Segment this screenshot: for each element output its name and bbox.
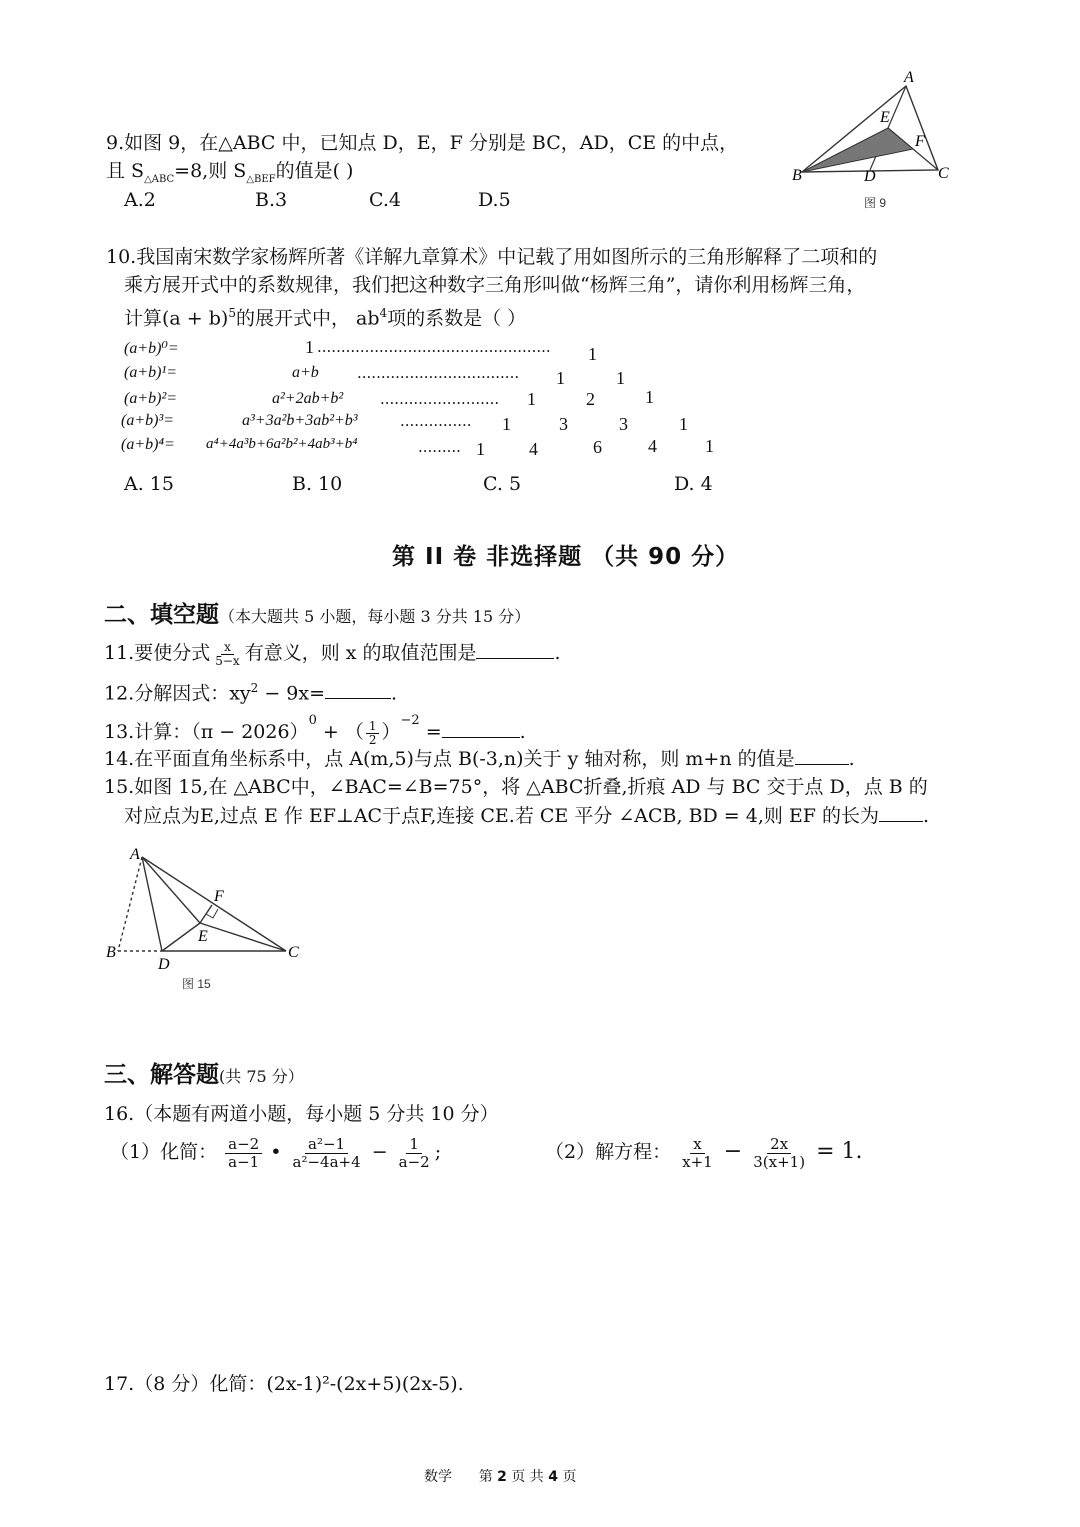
figure-15 <box>100 845 310 970</box>
row0-lhs: (a+b)⁰= <box>124 340 179 357</box>
row2-lhs: (a+b)²= <box>124 390 178 407</box>
q10-line2: 乘方展开式中的系数规律，我们把这种数字三角形叫做“杨辉三角”，请你利用杨辉三角， <box>124 274 866 296</box>
section2-heading: 二、填空题（本大题共 5 小题，每小题 3 分共 15 分） <box>104 602 531 628</box>
row1-dots: .................................. <box>357 364 520 382</box>
figure-15-caption: 图 15 <box>182 977 211 991</box>
triangle-bef <box>802 128 913 172</box>
row3-lhs: (a+b)³= <box>121 412 175 429</box>
row1-coef: 1 <box>616 368 625 388</box>
segment-ad <box>142 857 162 951</box>
q10-line1: 10.我国南宋数学家杨辉所著《详解九章算术》中记载了用如图所示的三角形解释了二项和的 <box>106 246 878 268</box>
q16-p1-fraction2: $\frac{\text{a²−1}}{\text{a²−4a+4}}$ <box>292 1134 361 1171</box>
label-b: B <box>106 944 116 961</box>
label-f: F <box>915 133 925 150</box>
row0-expansion: 1 <box>305 337 314 357</box>
q16-header: 16.（本题有两道小题，每小题 5 分共 10 分） <box>104 1103 499 1125</box>
q9-option-b: B.3 <box>255 189 288 211</box>
row4-lhs: (a+b)⁴= <box>121 436 175 453</box>
label-e: E <box>880 109 890 126</box>
q9-option-d: D.5 <box>478 189 511 211</box>
q17: 17.（8 分）化简：(2x-1)²-(2x+5)(2x-5). <box>104 1373 464 1395</box>
row0-dots: ................................................. <box>317 338 551 356</box>
row4-coef: 1 <box>476 439 485 459</box>
page-footer: 数学 第 2 页 共 4 页 <box>424 1469 577 1485</box>
row1-expansion: a+b <box>292 364 319 381</box>
row2-expansion: a²+2ab+b² <box>272 390 344 407</box>
q9-option-a: A.2 <box>124 189 156 211</box>
q14-answer-blank[interactable] <box>795 746 849 765</box>
row3-coef: 1 <box>502 414 511 434</box>
q9-option-c: C.4 <box>369 189 401 211</box>
q12-answer-blank[interactable] <box>325 680 391 699</box>
label-e: E <box>198 928 208 945</box>
q10-line3: 计算$(a + b)^5$的展开式中， $ab^4$项的系数是（ ） <box>124 306 527 330</box>
label-c: C <box>938 165 949 182</box>
row4-expansion: a⁴+4a³b+6a²b²+4ab³+b⁴ <box>206 436 358 452</box>
q13-answer-blank[interactable] <box>442 719 520 738</box>
label-f: F <box>214 888 224 905</box>
q10-option-a: A. 15 <box>124 473 174 495</box>
label-b: B <box>792 167 802 184</box>
q9-line1: 9.如图 9，在△ABC 中，已知点 D，E，F 分别是 BC，AD，CE 的中点， <box>106 132 739 154</box>
row1-lhs: (a+b)¹= <box>124 364 178 381</box>
q16-p2-fraction1: $\frac{x}{x+1}$ <box>682 1134 713 1171</box>
segment-ab-dashed <box>118 857 142 951</box>
q16-p1-fraction3: $\frac{1}{a-2}$ <box>398 1134 430 1171</box>
q10-option-b: B. 10 <box>292 473 343 495</box>
row2-dots: ......................... <box>380 390 500 408</box>
row3-expansion: a³+3a²b+3ab²+b³ <box>242 412 358 429</box>
q14: 14.在平面直角坐标系中，点 A(m,5)与点 B(-3,n)关于 y 轴对称，则 m+n 的值是 . <box>104 748 855 770</box>
q12: 12.分解因式：$xy^2 - 9x=$ . <box>104 681 398 705</box>
figure-9-caption: 图 9 <box>864 196 887 210</box>
segment-de <box>162 923 200 951</box>
section3-heading: 三、解答题(共 75 分） <box>104 1062 304 1088</box>
q11-fraction: $\frac{x}{5-x}$ <box>215 639 240 668</box>
part2-title: 第 II 卷 非选择题 （共 90 分） <box>392 544 740 570</box>
label-a: A <box>904 70 914 86</box>
q13-fraction: $\frac{1}{2}$ <box>366 720 380 747</box>
label-d: D <box>864 168 876 185</box>
segment-ec <box>200 923 286 951</box>
q15-line2: 对应点为E,过点 E 作 EF⊥AC于点F,连接 CE.若 CE 平分 ∠ACB, BD = 4,则 EF 的长为 . <box>124 805 930 827</box>
q10-option-d: D. 4 <box>674 473 713 495</box>
label-c: C <box>288 944 299 961</box>
row3-dots: ............... <box>400 412 472 430</box>
row2-coef: 1 <box>527 389 536 409</box>
q16-p1-fraction1: $\frac{a-2}{a-1}$ <box>225 1136 262 1171</box>
q11: 11.要使分式 $\frac{x}{5-x}$ 有意义，则 x 的取值范围是 . <box>104 639 561 668</box>
q9-line2: 且 $S_{\triangle ABC}=8$,则 $S_{\triangle BEF}$的值是( ) <box>106 160 354 185</box>
row1-coef: 1 <box>556 368 565 388</box>
row4-coef: 4 <box>648 436 657 456</box>
row4-coef: 1 <box>705 436 714 456</box>
q15-line1: 15.如图 15,在 △ABC中，∠BAC=∠B=75°，将 △ABC折叠,折痕 AD 与 BC 交于点 D，点 B 的 <box>104 776 928 798</box>
label-d: D <box>158 956 170 970</box>
row3-coef: 3 <box>619 414 628 434</box>
q16-p2-fraction2: $\frac{2x}{3(x+1)}$ <box>753 1134 806 1171</box>
q10-option-c: C. 5 <box>483 473 522 495</box>
row0-coef: 1 <box>588 344 597 364</box>
label-a: A <box>130 846 140 863</box>
q15-answer-blank[interactable] <box>879 803 923 822</box>
q16-part2: （2）解方程： $\frac{x}{x+1}$ − $\frac{2x}{3(x+1)}$ = 1. <box>545 1134 863 1171</box>
triangle-abc <box>802 86 938 172</box>
row4-coef: 6 <box>593 437 602 457</box>
row2-coef: 1 <box>645 387 654 407</box>
row2-coef: 2 <box>586 389 595 409</box>
q11-answer-blank[interactable] <box>476 640 554 659</box>
q16-part1: （1）化简： $\frac{a-2}{a-1}$ • $\frac{\text{a²−1}}{\text{a²−4a+4}}$ − $\frac{1}{a-2}$ ; <box>110 1134 442 1171</box>
row3-coef: 1 <box>679 414 688 434</box>
figure-9 <box>790 70 970 185</box>
q13: 13.计算：$(\pi - 2026)^0$ + （ $\frac{1}{2}$ ）$^{-2}$ = . <box>104 713 526 747</box>
row3-coef: 3 <box>559 414 568 434</box>
row4-dots: ......... <box>418 438 461 456</box>
row4-coef: 4 <box>529 439 538 459</box>
